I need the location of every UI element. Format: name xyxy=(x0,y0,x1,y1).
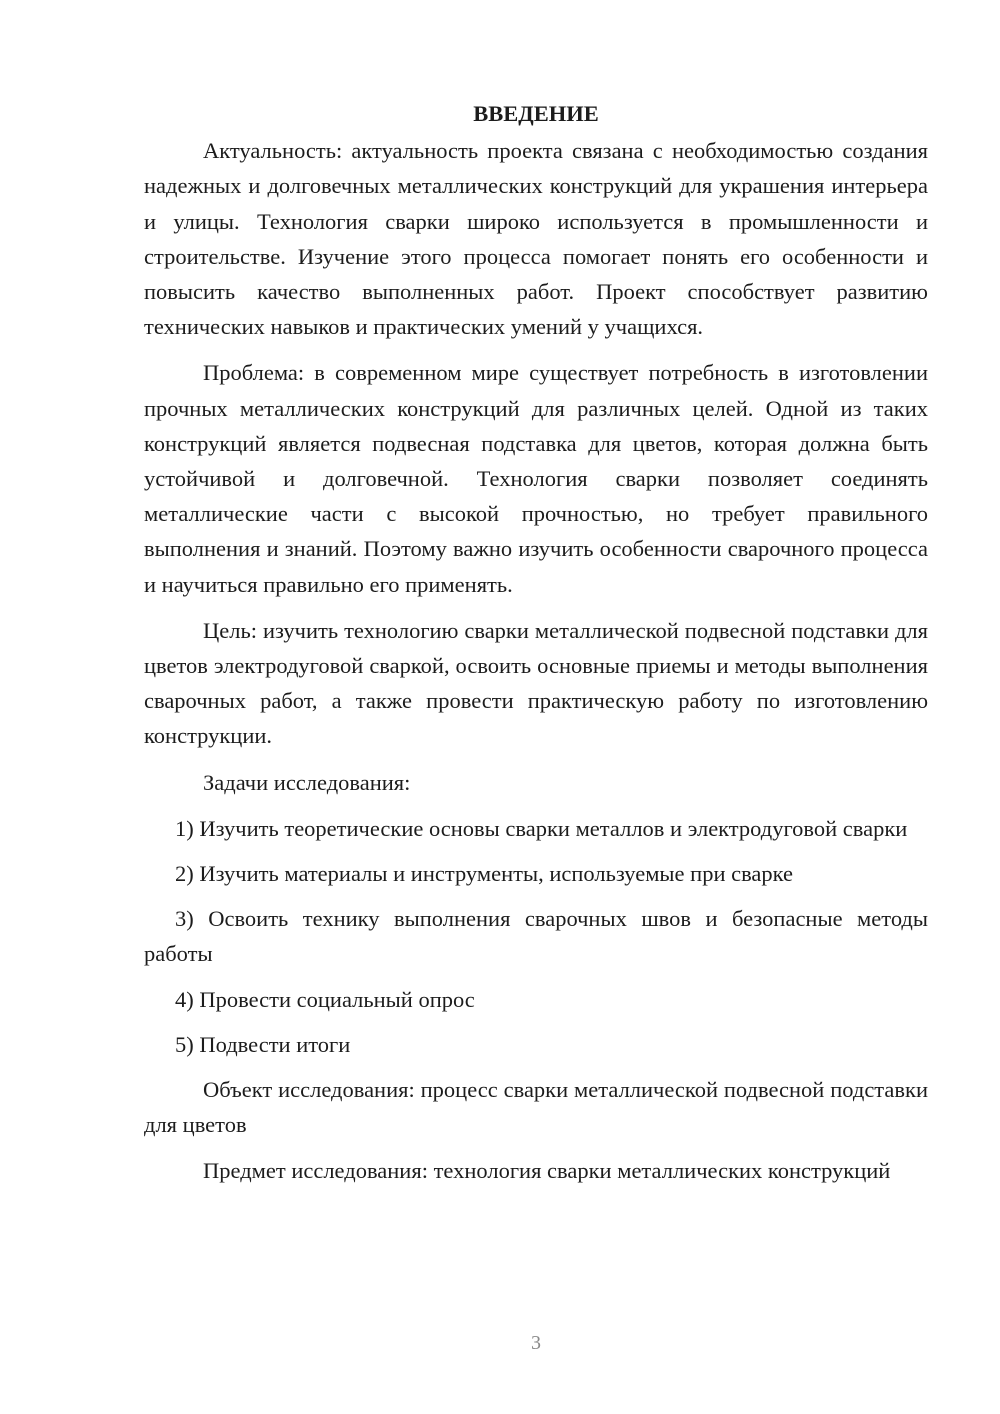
tasks-title: Задачи исследования: xyxy=(203,769,411,795)
document-body xyxy=(144,96,928,1200)
task-item: 1) Изучить теоретические основы сварки металлов и электродуговой сварки xyxy=(175,815,908,841)
problem-paragraph: Проблема: в современном мире существует потребность в изготовлении прочных металлических конструкций для различных целей. Одной из таких конструкций является подвесная подставка для цветов, которая должна быть устойчивой и долговечной. Технология сварки позволяет соединять металлические части с высокой прочностью, но требует правильного выполнения и знаний. Поэтому важно изучить особенности сварочного процесса и научиться правильно его применять. xyxy=(144,360,928,597)
task-item: 4) Провести социальный опрос xyxy=(175,986,475,1012)
page-number: 3 xyxy=(531,1332,541,1354)
goal-paragraph: Цель: изучить технологию сварки металлической подвесной подставки для цветов электродуговой сваркой, освоить основные приемы и методы выполнения сварочных работ, а также провести практическую работу по изготовлению конструкции. xyxy=(144,617,928,749)
task-item: 5) Подвести итоги xyxy=(175,1031,351,1057)
task-item: 2) Изучить материалы и инструменты, используемые при сварке xyxy=(175,861,794,887)
relevance-paragraph: Актуальность: актуальность проекта связана с необходимостью создания надежных и долговечных металлических конструкций для украшения интерьера и улицы. Технология сварки широко используется в промышленности и строительстве. Изучение этого процесса помогает понять его особенности и повысить качество выполненных работ. Проект способствует развитию технических навыков и практических умений у учащихся. xyxy=(144,138,928,340)
section-heading: ВВЕДЕНИЕ xyxy=(473,101,599,126)
object-paragraph: Объект исследования: процесс сварки металлической подвесной подставки для цветов xyxy=(144,1077,928,1138)
task-item: 3) Освоить технику выполнения сварочных швов и безопасные методы работы xyxy=(144,906,928,967)
subject-paragraph: Предмет исследования: технология сварки металлических конструкций xyxy=(203,1158,891,1184)
